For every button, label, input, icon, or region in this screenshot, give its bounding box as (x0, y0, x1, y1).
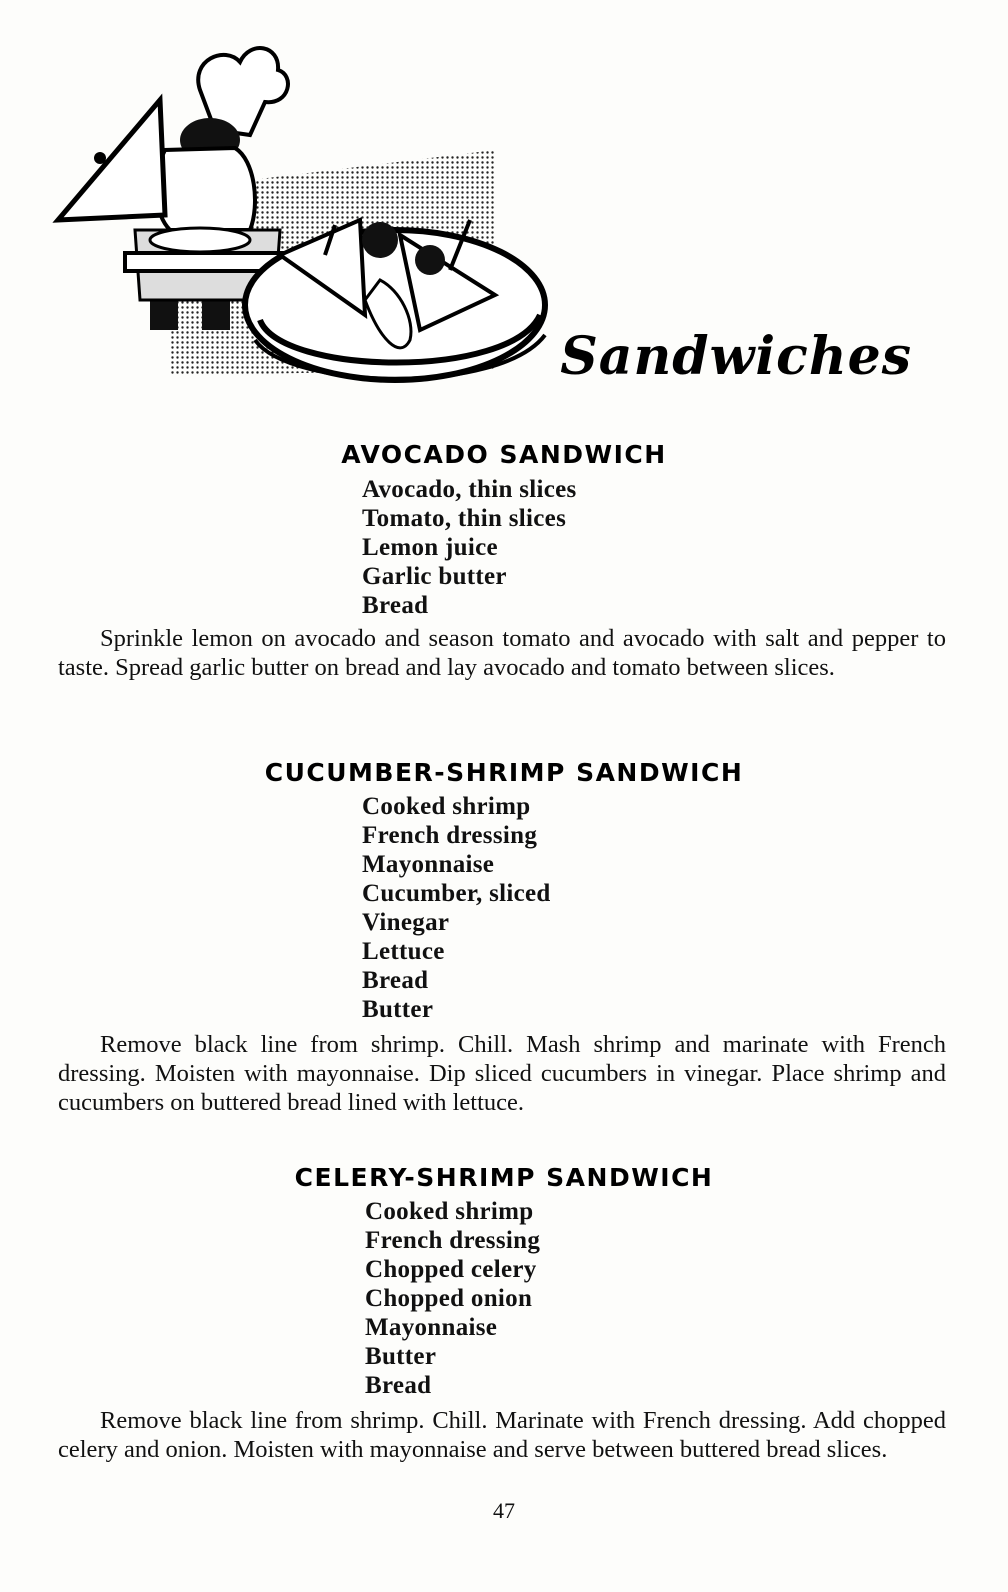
ingredient: Chopped celery (365, 1256, 537, 1283)
recipe-cucumber-shrimp-sandwich (0, 756, 1008, 790)
recipe-title: CELERY-SHRIMP SANDWICH (294, 1163, 714, 1192)
ingredient: Garlic butter (362, 563, 507, 590)
ingredient: Lettuce (362, 938, 445, 965)
ingredient-list (365, 1197, 540, 1400)
ingredient-list (362, 475, 577, 620)
ingredient: Bread (362, 592, 429, 619)
ingredient: Butter (362, 996, 434, 1023)
ingredient: Butter (365, 1343, 437, 1370)
recipe-directions: Remove black line from shrimp. Chill. Mash shrimp and marinate with French dressing. Moisten with mayonnaise. Dip sliced cucumbers in vinegar. Place shrimp and cucumbers on buttered bread lined with lettuce. (58, 1031, 946, 1116)
ingredient: Vinegar (362, 909, 450, 936)
ingredient: Chopped onion (365, 1285, 533, 1312)
ingredient: Bread (365, 1372, 432, 1399)
ingredient: Avocado, thin slices (362, 476, 577, 503)
ingredient-list (362, 792, 551, 1024)
recipe-directions: Sprinkle lemon on avocado and season tomato and avocado with salt and pepper to taste. Spread garlic butter on bread and lay avocado and tomato between slices. (58, 625, 946, 681)
ingredient: Mayonnaise (362, 851, 495, 878)
ingredient: French dressing (365, 1227, 541, 1254)
recipe-title: CUCUMBER-SHRIMP SANDWICH (264, 758, 744, 787)
ingredient: Bread (362, 967, 429, 994)
ingredient: Lemon juice (362, 534, 498, 561)
ingredient: French dressing (362, 822, 538, 849)
recipe-celery-shrimp-sandwich (0, 1161, 1008, 1195)
ingredient: Mayonnaise (365, 1314, 498, 1341)
ingredient: Cooked shrimp (365, 1198, 534, 1225)
recipe-directions: Remove black line from shrimp. Chill. Marinate with French dressing. Add chopped celery and onion. Moisten with mayonnaise and serve between buttered bread slices. (58, 1407, 946, 1463)
ingredient: Tomato, thin slices (362, 505, 567, 532)
recipe-avocado-sandwich (0, 438, 1008, 472)
ingredient: Cooked shrimp (362, 793, 531, 820)
section-title: Sandwiches (560, 326, 912, 387)
recipe-title: AVOCADO SANDWICH (341, 440, 667, 469)
page-number: 47 (493, 1498, 515, 1523)
chef-serving-sandwiches-icon (50, 40, 550, 405)
ingredient: Cucumber, sliced (362, 880, 551, 907)
